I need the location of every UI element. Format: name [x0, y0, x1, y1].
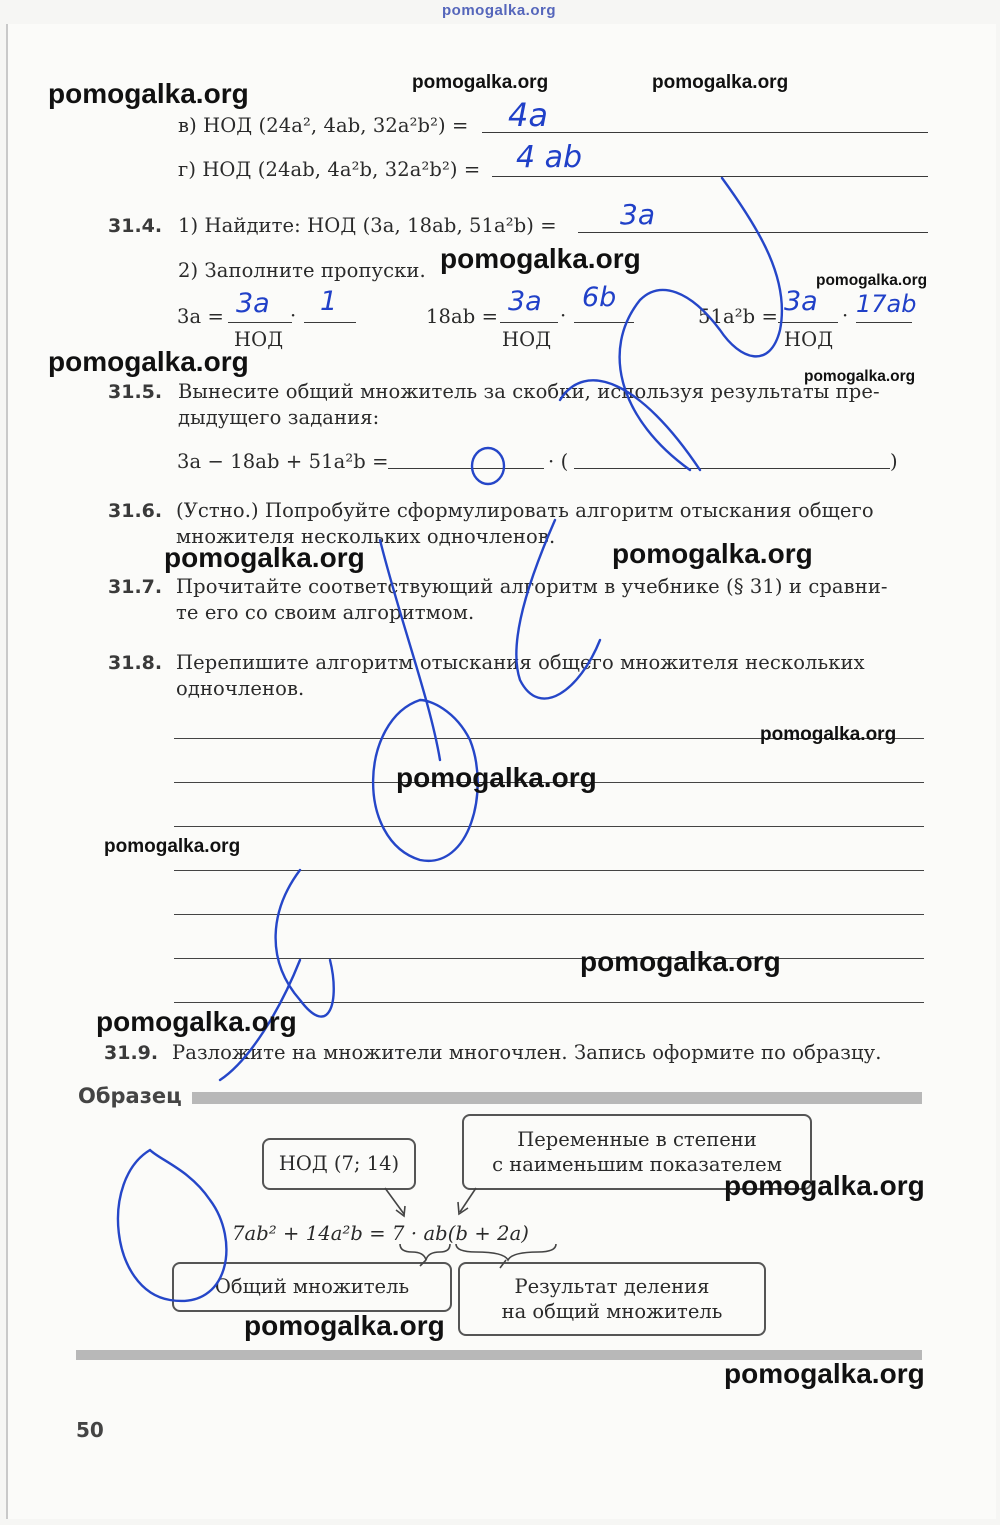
task-number-31-7: 31.7.: [108, 576, 163, 598]
box-nod-text: НОД (7; 14): [278, 1152, 400, 1176]
eq2-left: 18ab =: [426, 305, 499, 328]
eq1-factor-value: 1: [320, 286, 338, 317]
eq3-nod-value: 3a: [784, 286, 818, 317]
page-number: 50: [76, 1418, 104, 1442]
task-31-5-text1: Вынесите общий множитель за скобки, используя результаты пре-: [178, 380, 880, 403]
task-31-9-text: Разложите на множители многочлен. Запись оформите по образцу.: [172, 1041, 882, 1064]
eq1-nod-label: НОД: [234, 328, 284, 351]
watermark: pomogalka.org: [104, 836, 241, 857]
sample-formula: 7ab² + 14a²b = 7 · ab(b + 2a): [232, 1222, 530, 1245]
answer-31-4: 3a: [620, 198, 655, 231]
task-31-6-text2: множителя нескольких одночленов.: [176, 525, 556, 548]
watermark: pomogalka.org: [244, 1310, 445, 1341]
eq3-dot: ·: [842, 304, 849, 327]
task-31-5-expr: 3a − 18ab + 51a²b =: [177, 450, 389, 473]
task-number-31-8: 31.8.: [108, 652, 163, 674]
watermark: pomogalka.org: [48, 346, 249, 377]
task-31-6-text1: (Устно.) Попробуйте сформулировать алгоритм отыскания общего: [176, 499, 874, 522]
task-31-3-v: в) НОД (24a², 4ab, 32a²b²) =: [178, 114, 469, 137]
box-division-result-line1: Результат деления: [514, 1274, 710, 1298]
watermark: pomogalka.org: [440, 243, 641, 274]
watermark: pomogalka.org: [804, 368, 916, 385]
watermark: pomogalka.org: [816, 272, 928, 289]
box-division-result-line2: на общий множитель: [501, 1300, 723, 1323]
watermark: pomogalka.org: [612, 538, 813, 569]
task-31-7-text1: Прочитайте соответствующий алгоритм в учебнике (§ 31) и сравни-: [176, 575, 888, 598]
eq1-dot: ·: [290, 304, 297, 327]
task-31-4-part1: 1) Найдите: НОД (3a, 18ab, 51a²b) =: [178, 214, 557, 237]
box-common-factor-text: Общий множитель: [214, 1275, 410, 1299]
watermark: pomogalka.org: [724, 1170, 925, 1201]
watermark: pomogalka.org: [652, 72, 789, 93]
task-31-5-paren-open: · (: [548, 450, 569, 473]
sample-arrows: [385, 1188, 556, 1268]
watermark: pomogalka.org: [164, 542, 365, 573]
top-watermark: pomogalka.org: [442, 2, 557, 19]
eq2-factor-value: 6b: [582, 282, 617, 313]
task-31-3-g: г) НОД (24ab, 4a²b, 32a²b²) =: [178, 158, 481, 181]
watermark: pomogalka.org: [396, 762, 597, 793]
answer-g: 4 ab: [516, 140, 583, 175]
watermark: pomogalka.org: [48, 78, 249, 109]
task-number-31-9: 31.9.: [104, 1042, 159, 1064]
task-31-5-text2: дыдущего задания:: [178, 406, 380, 429]
watermark: pomogalka.org: [96, 1006, 297, 1037]
task-number-31-5: 31.5.: [108, 381, 163, 403]
eq1-left: 3a =: [177, 305, 224, 328]
watermark: pomogalka.org: [580, 946, 781, 977]
watermark: pomogalka.org: [724, 1358, 925, 1389]
task-31-8-text1: Перепишите алгоритм отыскания общего множителя нескольких: [176, 651, 865, 674]
box-variables-line2: с наименьшим показателем: [492, 1153, 782, 1176]
task-31-5-paren-close: ): [890, 450, 898, 473]
task-31-8-text2: одночленов.: [176, 677, 305, 700]
eq3-left: 51a²b =: [698, 305, 778, 328]
watermark: pomogalka.org: [412, 72, 549, 93]
watermark: pomogalka.org: [760, 724, 897, 745]
eq3-nod-label: НОД: [784, 328, 834, 351]
eq2-dot: ·: [560, 304, 567, 327]
eq2-nod-value: 3a: [508, 286, 542, 317]
task-number-31-4: 31.4.: [108, 215, 163, 237]
sample-heading: Образец: [78, 1084, 182, 1108]
eq2-nod-label: НОД: [502, 328, 552, 351]
box-variables-line1: Переменные в степени: [517, 1127, 757, 1151]
task-31-7-text2: те его со своим алгоритмом.: [176, 601, 475, 624]
eq3-factor-value: 17ab: [856, 290, 917, 318]
task-number-31-6: 31.6.: [108, 500, 163, 522]
eq1-nod-value: 3a: [236, 288, 270, 319]
answer-v: 4a: [508, 96, 548, 134]
task-31-4-part2: 2) Заполните пропуски.: [178, 259, 426, 282]
